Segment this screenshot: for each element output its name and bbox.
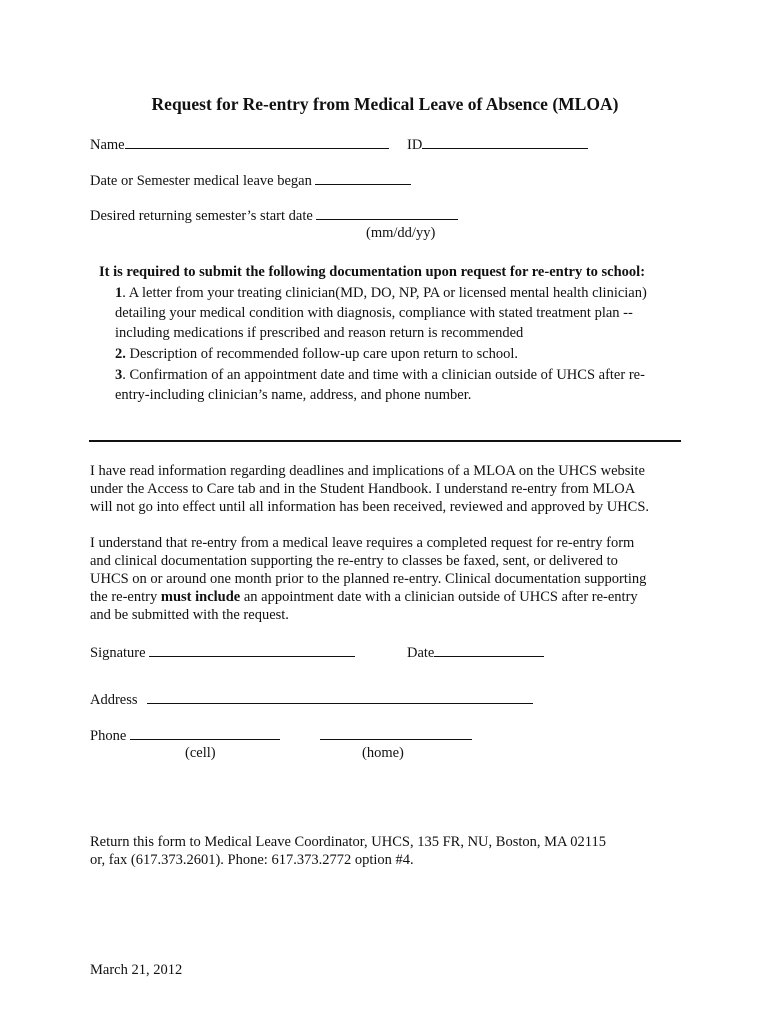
requirement-text: Confirmation of an appointment date and time with a clinician outside of UHCS after re- [125, 367, 645, 383]
section-divider [89, 440, 681, 442]
requirement-item-1-line-2: detailing your medical condition with diagnosis, compliance with stated treatment plan -- [115, 305, 633, 321]
address-field-row [90, 690, 533, 709]
emphasis-text: must include [160, 589, 241, 605]
requirement-text: Description of recommended follow-up care upon return to school. [125, 346, 519, 362]
requirement-item-3-line-2: entry-including clinician’s name, address, and phone number. [115, 387, 472, 403]
requirement-number: 2. [115, 346, 126, 362]
requirement-text: A letter from your treating clinician(MD, DO, NP, PA or licensed mental health clinician) [125, 285, 647, 301]
phone-cell-input-line[interactable] [130, 726, 280, 740]
paragraph-line: I have read information regarding deadlines and implications of a MLOA on the UHCS website [90, 463, 645, 479]
paragraph-line: I understand that re-entry from a medical leave requires a completed request for re-entry form [90, 535, 635, 551]
date-input-line[interactable] [434, 643, 544, 657]
id-field-row [407, 135, 588, 154]
requirement-number: 1 [115, 285, 123, 301]
form-title: Request for Re-entry from Medical Leave of Absence (MLOA) [151, 94, 619, 114]
phone-home-field [320, 726, 472, 745]
home-label: (home) [362, 745, 404, 761]
leave-began-label: Date or Semester medical leave began [90, 173, 312, 189]
return-line-1: Return this form to Medical Leave Coordinator, UHCS, 135 FR, NU, Boston, MA 02115 [90, 834, 607, 850]
requirement-item-3-line-1: 3. Confirmation of an appointment date and time with a clinician outside of UHCS after re- [115, 367, 645, 383]
returning-date-input-line[interactable] [316, 206, 458, 220]
requirements-heading: It is required to submit the following documentation upon request for re-entry to school: [99, 264, 646, 280]
leave-began-input-line[interactable] [315, 171, 411, 185]
acknowledgement-paragraph-1 [90, 462, 649, 516]
name-field-row [90, 135, 389, 154]
phone-home-input-line[interactable] [320, 726, 472, 740]
signature-field-row [90, 643, 355, 662]
paragraph-line: will not go into effect until all information has been received, reviewed and approved by UHCS. [90, 499, 650, 515]
id-input-line[interactable] [422, 135, 588, 149]
paragraph-line: and clinical documentation supporting the re-entry to classes be faxed, sent, or delivered to [90, 553, 618, 569]
name-label: Name [90, 137, 125, 153]
cell-label: (cell) [185, 745, 216, 761]
footer-date: March 21, 2012 [90, 962, 183, 978]
paragraph-line: under the Access to Care tab and in the Student Handbook. I understand re-entry from MLOA [90, 481, 636, 497]
phone-field-row [90, 726, 280, 745]
acknowledgement-paragraph-2 [90, 534, 646, 624]
phone-label: Phone [90, 728, 127, 744]
paragraph-line: UHCS on or around one month prior to the planned re-entry. Clinical documentation supporting [90, 571, 647, 587]
date-label: Date [407, 645, 435, 661]
returning-date-field-row [90, 206, 458, 225]
requirement-item-2 [115, 345, 518, 363]
paragraph-line: the re-entry must include an appointment date with a clinician outside of UHCS after re-entry [90, 589, 638, 605]
requirement-item-1-line-3: including medications if prescribed and reason return is recommended [115, 325, 524, 341]
paragraph-line: and be submitted with the request. [90, 607, 289, 623]
requirement-item-1-line-1: 1. A letter from your treating clinician(MD, DO, NP, PA or licensed mental health clinician) [115, 285, 647, 301]
address-label: Address [90, 692, 138, 708]
requirement-number: 3 [115, 367, 123, 383]
returning-date-label: Desired returning semester’s start date [90, 208, 313, 224]
date-field-row [407, 643, 544, 662]
name-input-line[interactable] [125, 135, 389, 149]
return-line-2: or, fax (617.373.2601). Phone: 617.373.2772 option #4. [90, 852, 414, 868]
signature-label: Signature [90, 645, 146, 661]
leave-began-field-row [90, 171, 411, 190]
signature-input-line[interactable] [149, 643, 355, 657]
address-input-line[interactable] [147, 690, 533, 704]
return-instructions [90, 833, 606, 869]
id-label: ID [407, 137, 423, 153]
date-format-hint: (mm/dd/yy) [366, 225, 436, 241]
